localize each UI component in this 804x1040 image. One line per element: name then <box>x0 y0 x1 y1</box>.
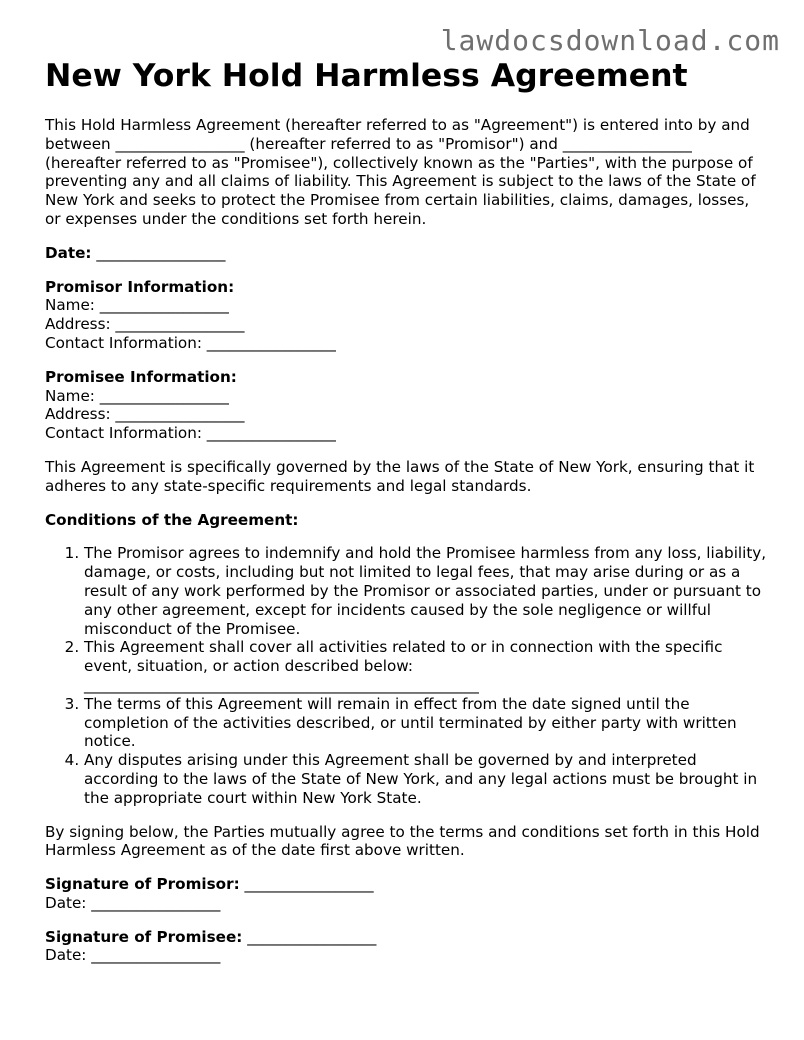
promisor-heading: Promisor Information: <box>45 277 235 296</box>
intro-paragraph: This Hold Harmless Agreement (hereafter referred to as "Agreement") is entered into by and between _________________ (hereafter referred to as "Promisor") and _________________ (hereafter referred to as "Promisee"), collectively known as the "Parties", with the purpose of preventing any and all claims of liability. This Agreement is subject to the laws of the State of New York and seeks to protect the Promisee from certain liabilities, claims, damages, losses, or expenses under the conditions set forth herein. <box>45 116 756 228</box>
promisee-signature-block <box>45 928 767 966</box>
condition-text: The Promisor agrees to indemnify and hold the Promisee harmless from any loss, liability, damage, or costs, including but not limited to legal fees, that may arise during or as a result of any work performed by the Promisor or associated parties, under or pursuant to any other agreement, except for incidents caused by the sole negligence or willful misconduct of the Promisee. <box>84 544 767 638</box>
promisee-heading: Promisee Information: <box>45 367 237 386</box>
closing-paragraph: By signing below, the Parties mutually agree to the terms and conditions set forth in this Hold Harmless Agreement as of the date first above written. <box>45 822 760 860</box>
date-field <box>45 244 767 263</box>
date-label: Date: <box>45 243 92 262</box>
condition-item <box>84 751 767 807</box>
conditions-heading: Conditions of the Agreement: <box>45 510 299 529</box>
promisor-signature-blank: _________________ <box>244 875 374 894</box>
promisee-signature-line <box>45 928 767 947</box>
promisee-signature-label: Signature of Promisee: <box>45 927 243 946</box>
promisor-signature-line <box>45 875 767 894</box>
conditions-list <box>45 544 767 807</box>
condition-text: This Agreement shall cover all activities related to or in connection with the specific event, situation, or action described below: <box>84 638 723 676</box>
promisor-signature-label: Signature of Promisor: <box>45 875 240 894</box>
promisee-info-block <box>45 368 767 443</box>
condition-text: The terms of this Agreement will remain in effect from the date signed until the completion of the activities described, or until terminated by either party with written notice. <box>84 694 737 751</box>
promisor-name-field: Name: _________________ <box>45 296 229 315</box>
governing-law-paragraph: This Agreement is specifically governed by the laws of the State of New York, ensuring that it adheres to any state-specific requirements and legal standards. <box>45 457 755 495</box>
promisor-signature-block <box>45 875 767 913</box>
condition-item <box>84 695 767 751</box>
date-blank: _________________ <box>96 243 226 262</box>
condition-item <box>84 544 767 638</box>
promisor-signature-date: Date: _________________ <box>45 893 221 912</box>
condition-text: Any disputes arising under this Agreement shall be governed by and interpreted according to the laws of the State of New York, and any legal actions must be brought in the appropriate court within New York State. <box>84 751 758 807</box>
document-page <box>45 56 767 965</box>
promisee-contact-field: Contact Information: _________________ <box>45 424 336 443</box>
promisee-signature-blank: _________________ <box>247 927 377 946</box>
watermark-text: lawdocsdownload.com <box>440 24 780 57</box>
condition-item <box>84 638 767 694</box>
promisor-contact-field: Contact Information: _________________ <box>45 333 336 352</box>
activity-description-blank: ____________________________________________________ <box>84 675 479 694</box>
promisee-address-field: Address: _________________ <box>45 405 245 424</box>
document-title: New York Hold Harmless Agreement <box>45 58 688 94</box>
promisor-info-block <box>45 278 767 353</box>
promisee-signature-date: Date: _________________ <box>45 946 221 965</box>
promisee-name-field: Name: _________________ <box>45 386 229 405</box>
promisor-address-field: Address: _________________ <box>45 315 245 334</box>
